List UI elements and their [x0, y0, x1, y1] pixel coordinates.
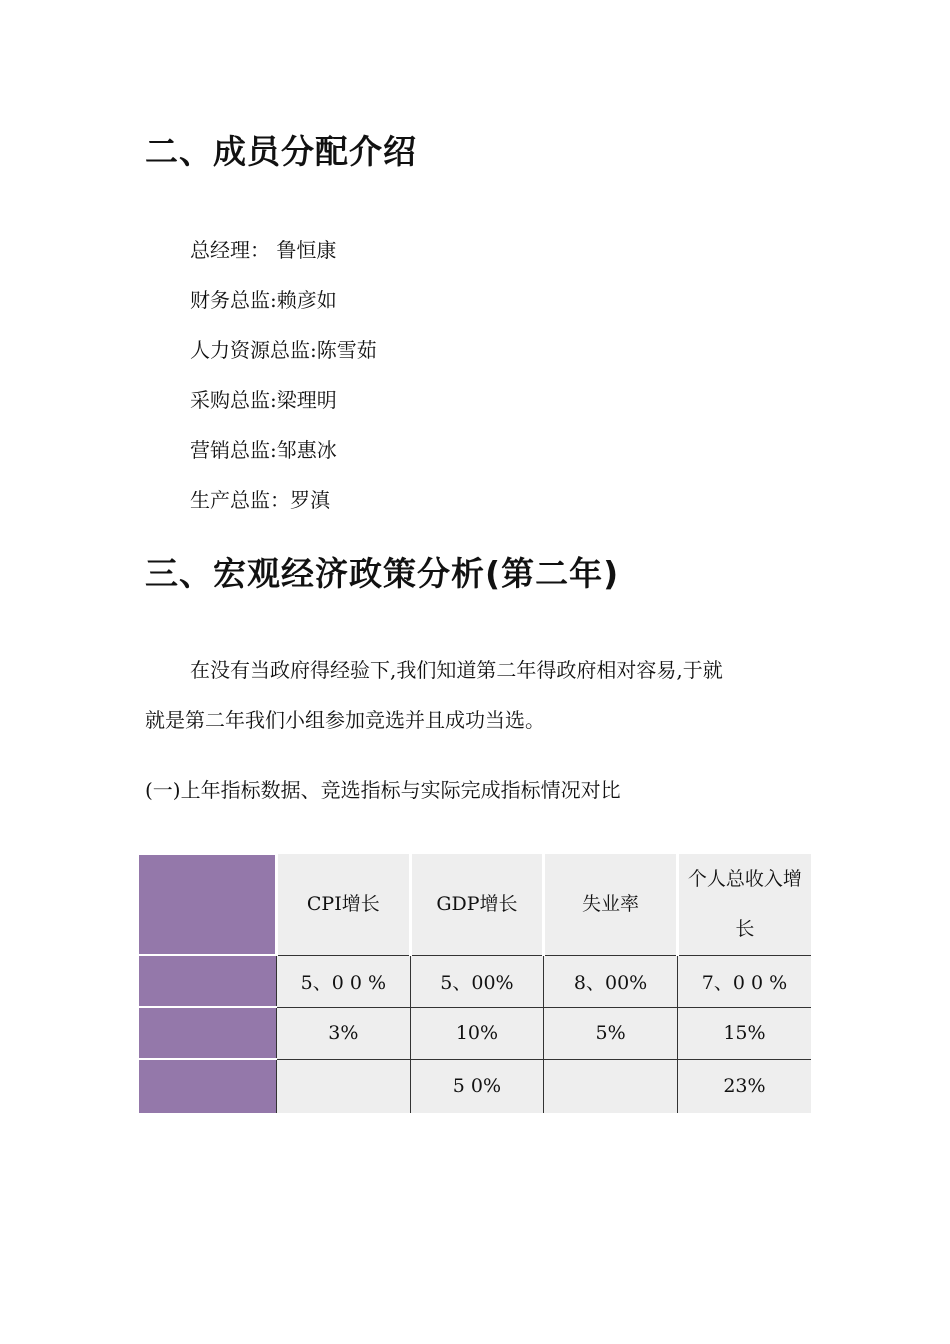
table-cell: 5、0 0 %	[277, 955, 411, 1007]
section3-title: 三、宏观经济政策分析(第二年)	[145, 554, 620, 593]
table-cell: 3%	[277, 1007, 411, 1059]
table-cell: 7、0 0 %	[677, 955, 811, 1007]
paragraph-line-2: 就是第二年我们小组参加竞选并且成功当选。	[145, 708, 545, 732]
member-finance-director: 财务总监:赖彦如	[190, 288, 337, 312]
member-hr-director: 人力资源总监:陈雪茹	[190, 338, 377, 362]
table-cell: 15%	[677, 1007, 811, 1059]
table-cell: 5 0%	[410, 1059, 544, 1113]
paragraph-line-1: 在没有当政府得经验下,我们知道第二年得政府相对容易,于就	[190, 658, 723, 682]
table-cell: 8、00%	[544, 955, 678, 1007]
row-label-cell	[139, 1007, 277, 1059]
table-cell: 23%	[677, 1059, 811, 1113]
table-row	[139, 955, 811, 1007]
header-gdp: GDP增长	[410, 854, 544, 955]
section2-title: 二、成员分配介绍	[145, 132, 417, 171]
member-general-manager: 总经理： 鲁恒康	[190, 238, 337, 262]
header-unemployment: 失业率	[544, 854, 678, 955]
table-cell	[544, 1059, 678, 1113]
member-production-director: 生产总监：罗滇	[190, 488, 330, 512]
table-header-row	[139, 854, 811, 955]
member-purchasing-director: 采购总监:梁理明	[190, 388, 337, 412]
header-income: 个人总收入增长	[677, 854, 811, 955]
indicator-comparison-table	[139, 853, 811, 1113]
header-cpi: CPI增长	[277, 854, 411, 955]
row-label-cell	[139, 1059, 277, 1113]
table-row	[139, 1007, 811, 1059]
header-corner-cell	[139, 854, 277, 955]
table-cell: 5、00%	[410, 955, 544, 1007]
table-subheading: (一)上年指标数据、竞选指标与实际完成指标情况对比	[145, 778, 621, 802]
row-label-cell	[139, 955, 277, 1007]
table-row	[139, 1059, 811, 1113]
table-cell	[277, 1059, 411, 1113]
member-marketing-director: 营销总监:邹惠冰	[190, 438, 337, 462]
table-cell: 10%	[410, 1007, 544, 1059]
table-cell: 5%	[544, 1007, 678, 1059]
